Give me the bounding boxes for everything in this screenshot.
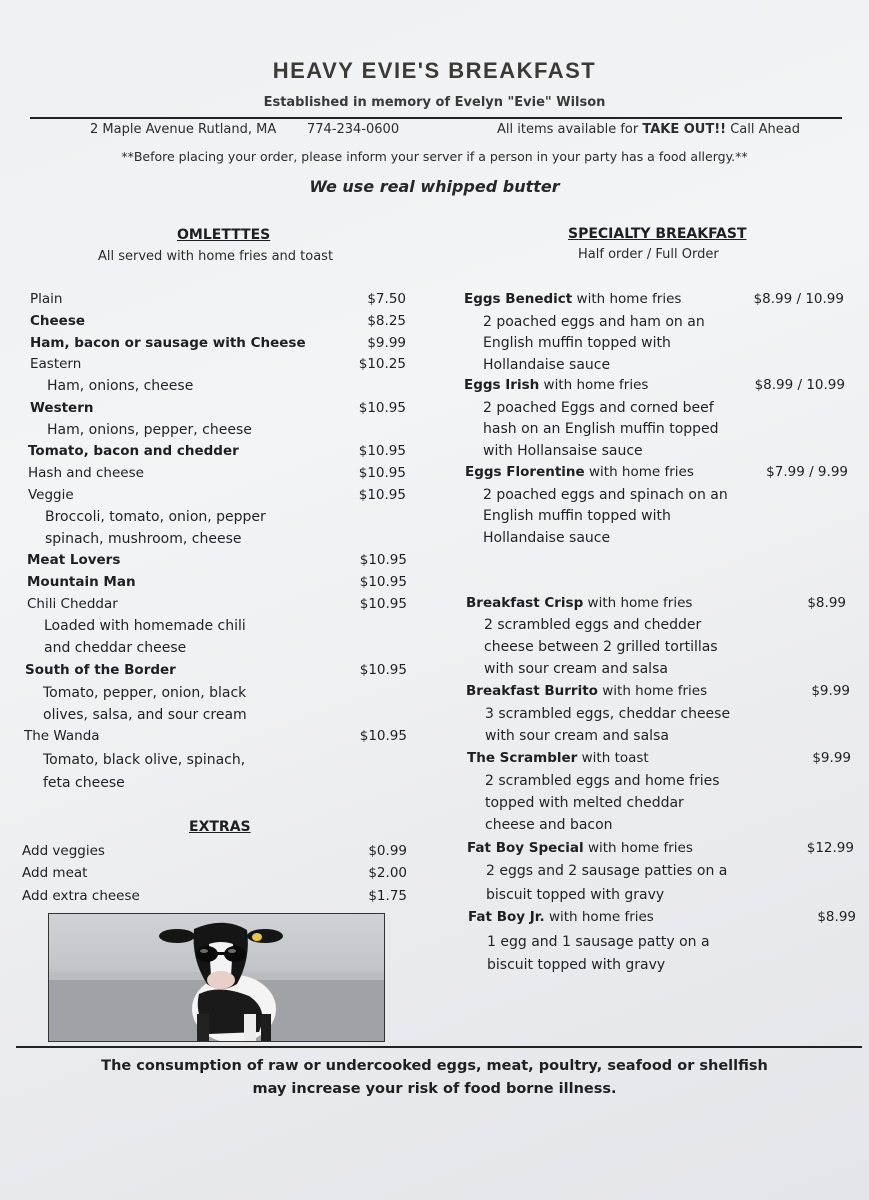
omelette-price: $8.25 — [367, 313, 406, 329]
footer-divider — [16, 1046, 862, 1048]
omelette-description: Tomato, black olive, spinach, — [43, 752, 246, 768]
specialty-price: $8.99 — [807, 595, 846, 611]
extras-heading: EXTRAS — [189, 819, 251, 835]
specialty-description: 2 poached Eggs and corned beef — [483, 400, 714, 416]
omelette-description: feta cheese — [43, 775, 125, 791]
specialty-side: with home fries — [544, 909, 654, 925]
specialty-description: hash on an English muffin topped — [483, 421, 719, 437]
omelette-description: and cheddar cheese — [44, 640, 187, 656]
specialty-description: 2 poached eggs and spinach on an — [483, 487, 728, 503]
omelette-price: $10.95 — [358, 487, 406, 503]
omelette-name: Ham, bacon or sausage with Cheese — [30, 335, 306, 351]
omelette-price: $10.95 — [358, 443, 406, 459]
omelette-description: Tomato, pepper, onion, black — [43, 685, 247, 701]
specialty-heading: SPECIALTY BREAKFAST — [568, 226, 747, 242]
omelette-price: $10.95 — [359, 662, 407, 678]
takeout-prefix: All items available for — [497, 122, 643, 137]
allergy-notice: **Before placing your order, please inform your server if a person in your party has a food allergy.** — [121, 149, 748, 164]
specialty-name — [464, 377, 648, 393]
omelette-price: $10.95 — [359, 728, 407, 744]
specialty-side: with home fries — [583, 840, 693, 856]
omelettes-subheading: All served with home fries and toast — [98, 249, 334, 264]
omelette-price: $10.25 — [358, 356, 406, 372]
specialty-description: biscuit topped with gravy — [487, 957, 666, 973]
specialty-price: $8.99 / 10.99 — [753, 291, 844, 307]
omelette-name: The Wanda — [24, 728, 100, 744]
specialty-side: with home fries — [584, 464, 694, 480]
omelette-description: Loaded with homemade chili — [44, 618, 246, 634]
specialty-side: with home fries — [597, 683, 708, 699]
omelette-price: $10.95 — [358, 400, 406, 416]
specialty-title: Fat Boy Jr. — [468, 909, 545, 925]
specialty-description: cheese and bacon — [485, 817, 613, 833]
memorial-subtitle: Established in memory of Evelyn "Evie" Wilson — [263, 95, 606, 110]
omelette-description: olives, salsa, and sour cream — [43, 707, 247, 723]
specialty-description: with sour cream and salsa — [485, 728, 669, 744]
omelette-name: Eastern — [30, 356, 82, 372]
omelette-name: Mountain Man — [27, 574, 136, 590]
specialty-price: $9.99 — [811, 683, 850, 699]
omelette-name: Western — [30, 400, 94, 416]
omelette-name: Chili Cheddar — [27, 596, 118, 612]
specialty-price: $8.99 — [817, 909, 856, 925]
specialty-description: Hollandaise sauce — [483, 357, 611, 373]
specialty-description: 2 scrambled eggs and home fries — [485, 773, 720, 789]
omelette-description: Ham, onions, cheese — [47, 378, 194, 394]
specialty-title: The Scrambler — [467, 750, 578, 766]
specialty-side: with home fries — [572, 291, 682, 307]
specialty-title: Breakfast Crisp — [466, 595, 584, 611]
omelette-description: Ham, onions, pepper, cheese — [47, 422, 252, 438]
specialty-description: cheese between 2 grilled tortillas — [484, 639, 718, 655]
specialty-name — [467, 750, 649, 766]
omelette-description: spinach, mushroom, cheese — [45, 531, 242, 547]
specialty-name — [468, 909, 654, 925]
omelette-price: $7.50 — [367, 291, 406, 307]
specialty-description: biscuit topped with gravy — [486, 887, 665, 903]
extra-name: Add meat — [22, 865, 88, 881]
specialty-description: with Hollansaise sauce — [483, 443, 643, 459]
specialty-name — [467, 840, 693, 856]
specialty-side: with toast — [577, 750, 649, 766]
omelette-price: $10.95 — [359, 596, 407, 612]
header-divider — [30, 117, 842, 119]
specialty-description: with sour cream and salsa — [484, 661, 668, 677]
takeout-bold: TAKE OUT!! — [642, 122, 727, 137]
specialty-title: Eggs Irish — [464, 377, 540, 393]
extra-price: $2.00 — [368, 865, 407, 881]
specialty-description: 2 eggs and 2 sausage patties on a — [486, 863, 728, 879]
omelette-name: Cheese — [30, 313, 86, 329]
omelette-name: Meat Lovers — [27, 552, 121, 568]
specialty-name — [466, 683, 707, 699]
specialty-price: $7.99 / 9.99 — [766, 464, 848, 480]
extra-price: $1.75 — [368, 888, 407, 904]
omelette-name: South of the Border — [25, 662, 176, 678]
specialty-price: $9.99 — [812, 750, 851, 766]
specialty-description: 1 egg and 1 sausage patty on a — [487, 934, 710, 950]
specialty-description: Hollandaise sauce — [483, 530, 611, 546]
omelettes-heading: OMLETTTES — [177, 227, 271, 243]
omelette-price: $10.95 — [359, 552, 407, 568]
restaurant-title: HEAVY EVIE'S BREAKFAST — [272, 58, 597, 83]
omelette-name: Hash and cheese — [28, 465, 144, 481]
specialty-description: topped with melted cheddar — [485, 795, 684, 811]
specialty-description: English muffin topped with — [483, 335, 671, 351]
specialty-description: 3 scrambled eggs, cheddar cheese — [485, 706, 731, 722]
specialty-price: $12.99 — [806, 840, 854, 856]
specialty-side: with home fries — [539, 377, 649, 393]
extra-name: Add extra cheese — [22, 888, 140, 904]
phone-number[interactable]: 774-234-0600 — [307, 122, 400, 137]
specialty-price: $8.99 / 10.99 — [754, 377, 845, 393]
specialty-title: Breakfast Burrito — [466, 683, 598, 699]
cow-photo — [48, 913, 385, 1042]
butter-note: We use real whipped butter — [309, 177, 560, 196]
specialty-name — [465, 464, 694, 480]
omelette-price: $10.95 — [359, 574, 407, 590]
specialty-title: Eggs Benedict — [464, 291, 573, 307]
extra-price: $0.99 — [368, 843, 407, 859]
takeout-suffix: Call Ahead — [726, 122, 800, 137]
food-safety-warning-line2: may increase your risk of food borne illness. — [252, 1081, 617, 1097]
omelette-name: Tomato, bacon and chedder — [28, 443, 239, 459]
omelette-name: Plain — [30, 291, 63, 307]
specialty-name — [466, 595, 692, 611]
specialty-title: Fat Boy Special — [467, 840, 584, 856]
specialty-name — [464, 291, 681, 307]
takeout-note — [497, 122, 800, 137]
omelette-name: Veggie — [28, 487, 74, 503]
food-safety-warning: The consumption of raw or undercooked eggs, meat, poultry, seafood or shellfish — [101, 1058, 768, 1074]
omelette-price: $9.99 — [367, 335, 406, 351]
specialty-description: English muffin topped with — [483, 508, 671, 524]
omelette-description: Broccoli, tomato, onion, pepper — [45, 509, 266, 525]
specialty-subheading: Half order / Full Order — [578, 247, 719, 262]
specialty-description: 2 scrambled eggs and chedder — [484, 617, 702, 633]
specialty-side: with home fries — [583, 595, 693, 611]
extra-name: Add veggies — [22, 843, 105, 859]
specialty-description: 2 poached eggs and ham on an — [483, 314, 705, 330]
omelette-price: $10.95 — [358, 465, 406, 481]
cow-with-sunglasses-icon — [49, 914, 384, 1041]
address: 2 Maple Avenue Rutland, MA — [90, 122, 277, 137]
specialty-title: Eggs Florentine — [465, 464, 585, 480]
